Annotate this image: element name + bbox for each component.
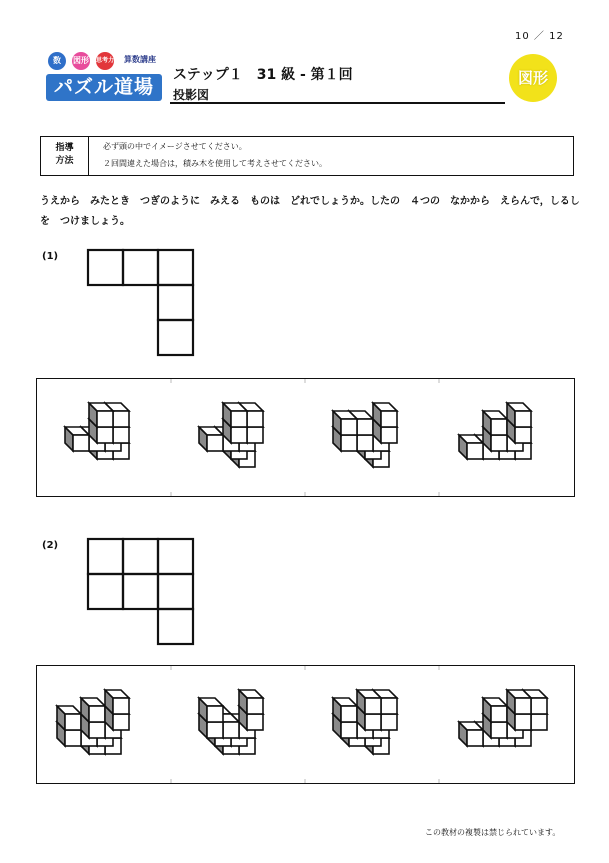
cube-front [341, 722, 357, 738]
problem-1-top-view [86, 248, 196, 358]
cube-front [89, 722, 105, 738]
copyright-notice: この教材の複製は禁じられています。 [425, 828, 561, 837]
cube-front [341, 419, 357, 435]
cube-front [73, 435, 89, 451]
cube-front [65, 730, 81, 746]
cube-front [365, 714, 381, 730]
cube-front [491, 419, 507, 435]
category-badge: 図形 [509, 54, 557, 102]
cube-front [113, 714, 129, 730]
problem-2-options [37, 666, 574, 783]
cube-front [491, 435, 507, 451]
cube-front [531, 714, 547, 730]
cube-front [467, 730, 483, 746]
logo: パズル道場 [46, 74, 162, 101]
cube-front [491, 722, 507, 738]
cube-front [113, 427, 129, 443]
question-text: うえから みたとき つぎのように みえる ものは どれでしょうか。したの ４つの なかから えらんで，しるしを つけましょう。 [40, 196, 580, 227]
cube-front [247, 427, 263, 443]
cube-front [365, 698, 381, 714]
cube-front [207, 722, 223, 738]
cube-front [207, 706, 223, 722]
guidance-line-2: ２回間違えた場合は，積み木を使用して考えさせてください。 [103, 159, 327, 168]
logo-subtitle: 算数講座 [124, 55, 156, 64]
cube-front [381, 411, 397, 427]
cube-front [381, 698, 397, 714]
problem-1-options-panel [36, 378, 575, 497]
cube-front [65, 714, 81, 730]
cube-front [531, 698, 547, 714]
page-title: ステップ１ 31 級 - 第１回 [173, 67, 353, 83]
guidance-box [40, 136, 574, 176]
cube-front [113, 698, 129, 714]
logo-dot-thinking: 思考力 [96, 52, 114, 70]
problem-2-option-b[interactable] [199, 690, 263, 754]
cube-front [357, 435, 373, 451]
cube-front [515, 427, 531, 443]
cube-front [491, 706, 507, 722]
problem-1-label: (1) [42, 251, 59, 262]
problem-2-options-panel [36, 665, 575, 784]
cube-front [89, 706, 105, 722]
problem-1-option-a[interactable] [65, 403, 129, 459]
page-number: 10 ／ 12 [515, 31, 564, 42]
cube-front [223, 722, 239, 738]
cube-front [515, 714, 531, 730]
title-underline [170, 102, 505, 104]
cube-front [341, 435, 357, 451]
problem-2-option-a[interactable] [57, 690, 129, 754]
cube-front [113, 411, 129, 427]
cube-front [97, 411, 113, 427]
problem-1-options [37, 379, 574, 496]
logo-dot-figure: 図形 [72, 52, 90, 70]
cube-front [97, 427, 113, 443]
page-subtitle: 投影図 [173, 88, 210, 102]
cube-front [357, 419, 373, 435]
cube-front [207, 435, 223, 451]
problem-1-option-b[interactable] [199, 403, 263, 467]
cube-front [341, 706, 357, 722]
guidance-line-1: 必ず頭の中でイメージさせてください。 [103, 142, 247, 151]
cube-front [381, 427, 397, 443]
problem-2-option-d[interactable] [459, 690, 547, 746]
guidance-label-line1: 指導 [55, 143, 74, 153]
problem-2-option-c[interactable] [333, 690, 397, 754]
cube-front [381, 714, 397, 730]
problem-2-top-view [86, 537, 196, 647]
problem-2-label: (2) [42, 540, 59, 551]
cube-front [247, 411, 263, 427]
cube-front [231, 427, 247, 443]
logo-badges [48, 52, 178, 72]
guidance-label [41, 137, 89, 175]
cube-front [515, 698, 531, 714]
cube-front [247, 698, 263, 714]
cube-front [515, 411, 531, 427]
logo-dot-math: 数 [48, 52, 66, 70]
problem-1-option-c[interactable] [333, 403, 397, 467]
cube-front [467, 443, 483, 459]
guidance-label-line2: 方法 [55, 156, 74, 166]
cube-front [247, 714, 263, 730]
cube-front [231, 411, 247, 427]
problem-1-option-d[interactable] [459, 403, 531, 459]
